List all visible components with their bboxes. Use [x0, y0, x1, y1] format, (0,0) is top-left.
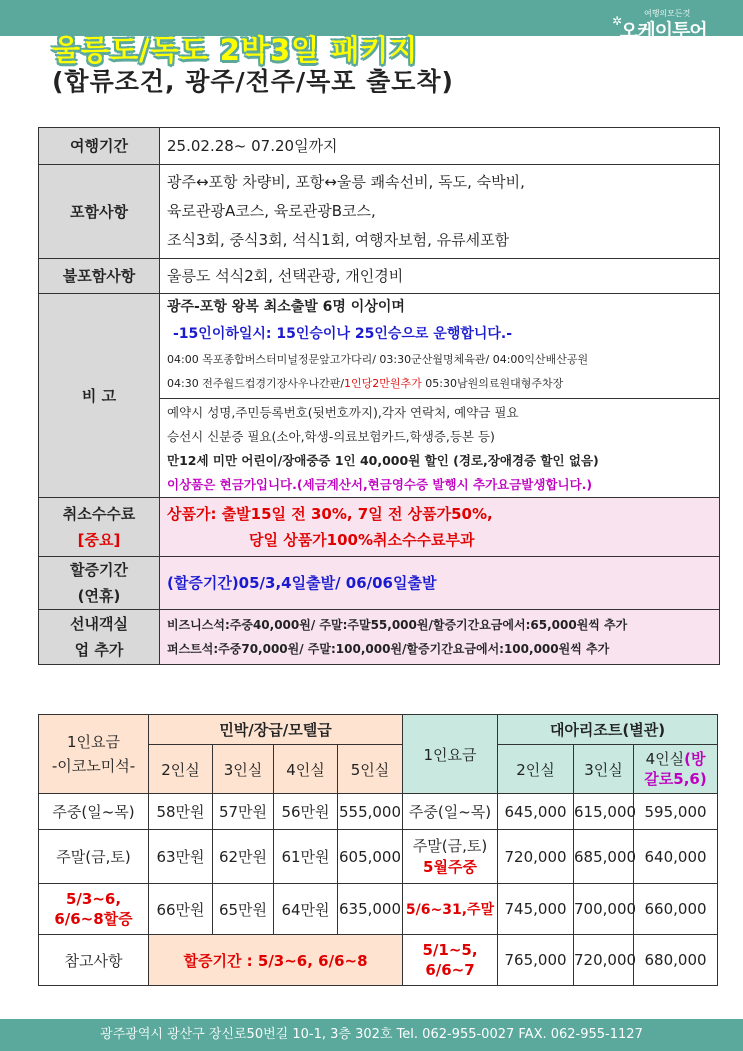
group1-col: 5인실 — [338, 745, 403, 794]
price-cell: 635,000 — [338, 884, 403, 935]
cancel-label: 취소수수료 — [62, 505, 136, 523]
price-header-left — [39, 715, 149, 794]
row-mid-red-line: 5/1~5, — [422, 941, 478, 959]
price-cell: 720,000 — [574, 935, 634, 986]
row-mid-label: 주중(일~목) — [403, 794, 498, 830]
price-cell: 640,000 — [634, 830, 718, 884]
cancel-important: [중요] — [77, 531, 121, 549]
cabin-line-1: 비즈니스석:주중40,000원/ 주말:주말55,000원/할증기간요금에서:65,000원씩 추가 — [167, 618, 628, 632]
cabin-label: 선내객실 — [70, 615, 128, 633]
cabin-line-2: 퍼스트석:주중70,000원/ 주말:100,000원/할증기간요금에서:100,000원씩 추가 — [167, 642, 610, 656]
period-row — [39, 128, 720, 165]
row-label: 주중(일~목) — [39, 794, 149, 830]
reserve-line-2: 승선시 신분증 필요(소아,학생-의료보험카드,학생증,등본 등) — [167, 429, 495, 444]
row-label-red: 5/3~6, — [65, 890, 122, 908]
group2-col-4 — [634, 745, 718, 794]
included-line: 육로관광A코스, 육로관광B코스, — [167, 202, 376, 220]
group2-col-4-extra: (방 — [684, 750, 706, 768]
group2-col-4-text: 4인실 — [645, 750, 685, 768]
group1-col: 4인실 — [274, 745, 338, 794]
cancel-label-cell — [39, 498, 160, 557]
period-label: 여행기간 — [39, 128, 160, 165]
price-cell: 700,000 — [574, 884, 634, 935]
group2-col: 2인실 — [498, 745, 574, 794]
group2-col-4-extra2: 갈로5,6) — [644, 770, 707, 788]
price-cell: 765,000 — [498, 935, 574, 986]
price-header-line: -이코노미석- — [51, 757, 136, 775]
min-depart-text: 광주-포항 왕복 최소출발 6명 이상이며 — [167, 299, 405, 315]
price-cell: 58만원 — [149, 794, 213, 830]
reserve-line-1: 예약시 성명,주민등록번호(뒷번호까지),각자 연락처, 예약금 필요 — [167, 405, 519, 420]
table-row — [39, 935, 718, 986]
price-cell: 61만원 — [274, 830, 338, 884]
cancel-row — [39, 498, 720, 557]
child-discount: 만12세 미만 어린이/장애중증 1인 40,000원 할인 (경로,장애경증 할인 없음) — [167, 453, 599, 468]
included-line: 광주↔포항 차량비, 포항↔울릉 쾌속선비, 독도, 숙박비, — [167, 173, 525, 191]
price-cell: 745,000 — [498, 884, 574, 935]
price-cell: 57만원 — [213, 794, 274, 830]
cancel-line-1: 상품가: 출발15일 전 30%, 7일 전 상품가50%, — [167, 505, 493, 523]
page-title: 울릉도/독도 2박3일 패키지 — [52, 33, 419, 67]
group1-header: 민박/장급/모텔급 — [149, 715, 403, 745]
cabin-label-cell — [39, 610, 160, 665]
price-header-mid: 1인요금 — [403, 715, 498, 794]
price-cell: 595,000 — [634, 794, 718, 830]
surcharge-row — [39, 557, 720, 610]
price-cell: 660,000 — [634, 884, 718, 935]
included-label: 포함사항 — [39, 165, 160, 259]
pickup-2-text: 04:30 전주월드컵경기장사우나간판/ — [167, 377, 345, 390]
under15-text: -15인이하일시: 15인승이나 25인승으로 운행합니다.- — [173, 326, 513, 342]
info-table — [38, 127, 720, 665]
row-label: 참고사항 — [39, 935, 149, 986]
footer-address: 광주광역시 광산구 장신로50번길 10-1, 3층 302호 Tel. 062-955-0027 FAX. 062-955-1127 — [0, 1019, 743, 1051]
row-label: 주말(금,토) — [39, 830, 149, 884]
excluded-value: 울릉도 석식2회, 선택관광, 개인경비 — [160, 259, 720, 294]
brand-tagline: 여행의모든것 — [644, 9, 691, 18]
pickup-line-1: 04:00 목포종합버스터미널정문앞고가다리/ 03:30군산월명체육관/ 04:00익산배산공원 — [167, 353, 589, 366]
row-mid-red-line: 6/6~7 — [425, 961, 475, 979]
included-line: 조식3회, 중식3회, 석식1회, 여행자보험, 유류세포함 — [167, 231, 510, 249]
row-mid-text: 주말(금,토) — [412, 836, 488, 855]
price-cell: 680,000 — [634, 935, 718, 986]
cash-notice: 이상품은 현금가입니다.(세금계산서,현금영수증 발행시 추가요금발생합니다.) — [167, 477, 593, 492]
price-cell: 63만원 — [149, 830, 213, 884]
price-cell: 65만원 — [213, 884, 274, 935]
row-label — [39, 884, 149, 935]
pickup-line-2 — [167, 372, 713, 396]
row-mid-red — [403, 935, 498, 986]
group1-col: 2인실 — [149, 745, 213, 794]
price-cell: 62만원 — [213, 830, 274, 884]
page-subtitle: (합류조건, 광주/전주/목포 출도착) — [52, 67, 454, 96]
surcharge-label-2: (연휴) — [77, 587, 121, 605]
price-cell: 605,000 — [338, 830, 403, 884]
brand-logo — [612, 6, 737, 42]
table-row — [39, 830, 718, 884]
surcharge-label: 할증기간 — [70, 561, 128, 579]
star-icon: ✲ — [612, 14, 623, 28]
notes-row — [39, 294, 720, 498]
table-row — [39, 794, 718, 830]
price-cell: 720,000 — [498, 830, 574, 884]
included-row — [39, 165, 720, 259]
row-mid-label — [403, 830, 498, 884]
price-cell: 555,000 — [338, 794, 403, 830]
row-mid-red: 5월주중 — [423, 857, 477, 876]
surcharge-note: 할증기간 : 5/3~6, 6/6~8 — [149, 935, 403, 986]
pickup-surcharge: 1인당2만원추가 — [344, 377, 422, 390]
cabin-row — [39, 610, 720, 665]
price-table — [38, 714, 718, 986]
row-label-red: 6/6~8할증 — [54, 910, 133, 928]
price-cell: 56만원 — [274, 794, 338, 830]
excluded-row — [39, 259, 720, 294]
period-value: 25.02.28~ 07.20일까지 — [160, 128, 720, 165]
cabin-label-2: 업 추가 — [74, 641, 124, 659]
pickup-2-text-b: 05:30남원의료원대형주차장 — [421, 377, 564, 390]
notes-label: 비 고 — [39, 294, 160, 498]
price-cell: 685,000 — [574, 830, 634, 884]
surcharge-value: (할증기간)05/3,4일출발/ 06/06일출발 — [160, 557, 720, 610]
price-cell: 615,000 — [574, 794, 634, 830]
price-cell: 66만원 — [149, 884, 213, 935]
price-cell: 645,000 — [498, 794, 574, 830]
excluded-label: 불포함사항 — [39, 259, 160, 294]
brand-name: 오케이투어 — [620, 20, 707, 42]
group2-col: 3인실 — [574, 745, 634, 794]
group2-header: 대아리조트(별관) — [498, 715, 718, 745]
price-cell: 64만원 — [274, 884, 338, 935]
table-row — [39, 884, 718, 935]
group1-col: 3인실 — [213, 745, 274, 794]
row-mid-red: 5/6~31,주말 — [403, 884, 498, 935]
surcharge-label-cell — [39, 557, 160, 610]
price-header-line: 1인요금 — [66, 733, 120, 751]
cancel-line-2: 당일 상품가100%취소수수료부과 — [249, 531, 475, 549]
